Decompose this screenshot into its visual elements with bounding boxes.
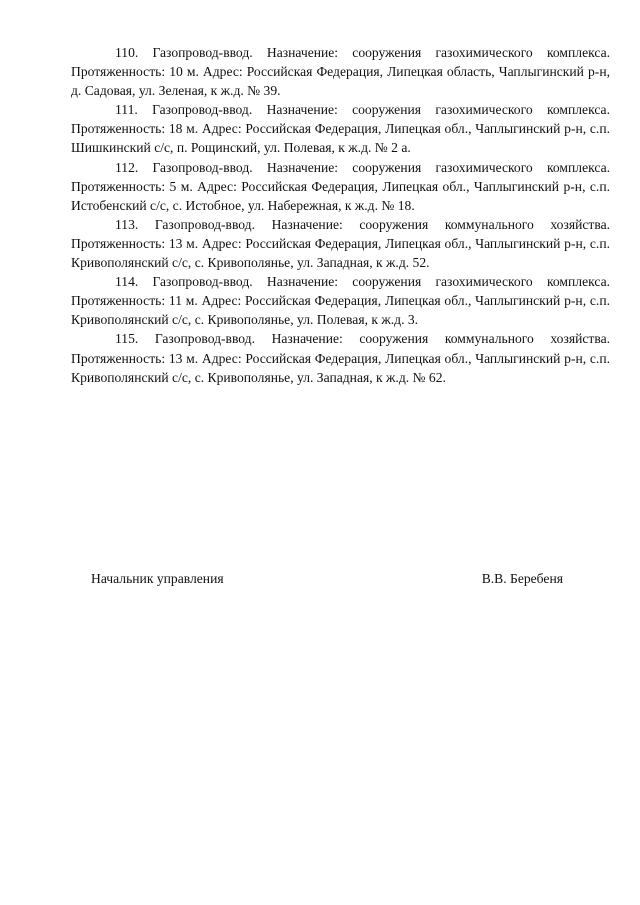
list-item: 113. Газопровод-ввод. Назначение: сооружения коммунального хозяйства. Протяженность: 13 м. Адрес: Российская Федерация, Липецкая обл., Чаплыгинский р-н, с.п. Кривополянский с/с, с. Кривополянье, ул. Западная, к ж.д. 52. xyxy=(71,216,610,271)
list-item: 111. Газопровод-ввод. Назначение: сооружения газохимического комплекса. Протяженность: 18 м. Адрес: Российская Федерация, Липецкая обл., Чаплыгинский р-н, с.п. Шишкинский с/с, п. Рощинский, ул. Полевая, к ж.д. № 2 а. xyxy=(71,102,610,156)
signer-name: В.В. Беребеня xyxy=(481,571,563,586)
list-item: 112. Газопровод-ввод. Назначение: сооружения газохимического комплекса. Протяженность: 5 м. Адрес: Российская Федерация, Липецкая обл., Чаплыгинский р-н, с.п. Истобенский с/с, с. Истобное, ул. Набережная, к ж.д. № 18. xyxy=(71,159,610,213)
list-item: 114. Газопровод-ввод. Назначение: сооружения газохимического комплекса. Протяженность: 11 м. Адрес: Российская Федерация, Липецкая обл., Чаплыгинский р-н, с.п. Кривополянский с/с, с. Кривополянье, ул. Полевая, к ж.д. 3. xyxy=(71,274,610,328)
list-item: 110. Газопровод-ввод. Назначение: сооружения газохимического комплекса. Протяженность: 10 м. Адрес: Российская Федерация, Липецкая область, Чаплыгинский р-н, д. Садовая, ул. Зеленая, к ж.д. № 39. xyxy=(71,45,610,99)
signature-block xyxy=(91,569,563,588)
pipeline-list xyxy=(71,43,610,387)
list-item: 115. Газопровод-ввод. Назначение: сооружения коммунального хозяйства. Протяженность: 13 м. Адрес: Российская Федерация, Липецкая обл., Чаплыгинский р-н, с.п. Кривополянский с/с, с. Кривополянье, ул. Западная, к ж.д. № 62. xyxy=(71,331,610,385)
signer-position: Начальник управления xyxy=(91,571,224,586)
